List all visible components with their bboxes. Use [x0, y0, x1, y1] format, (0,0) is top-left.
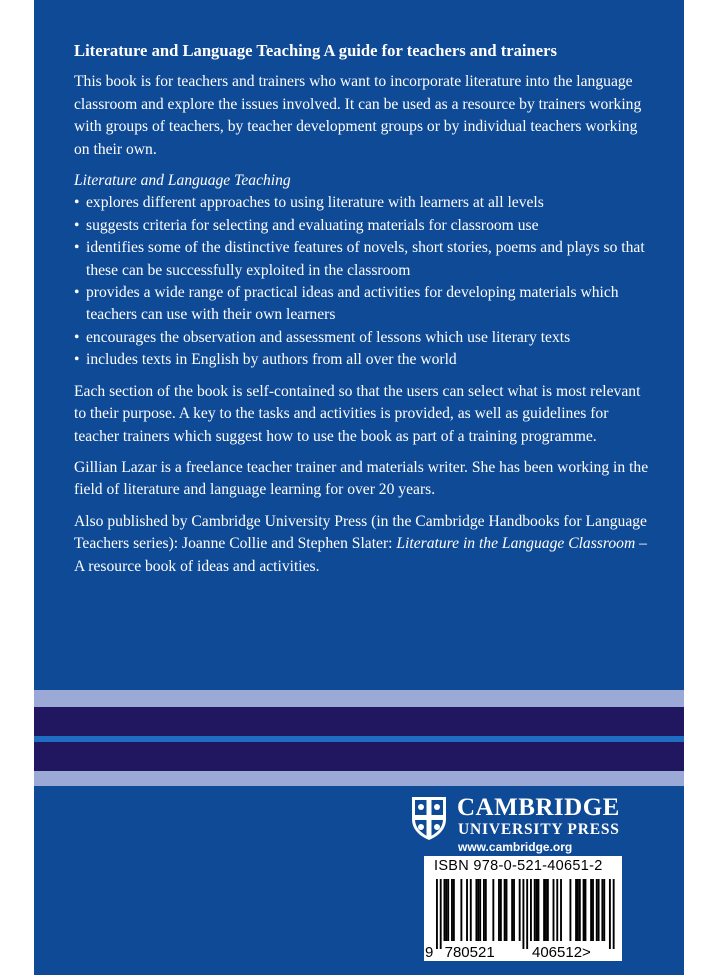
feature-list — [74, 192, 654, 371]
publisher-block — [410, 795, 650, 855]
barcode-bar — [545, 879, 547, 941]
barcode-bar — [592, 879, 594, 941]
barcode-digits: 9 — [425, 944, 434, 961]
barcode-bar — [590, 879, 592, 941]
also-published-paragraph — [74, 511, 654, 578]
book-title: Literature and Language Teaching A guide for teachers and trainers — [74, 41, 557, 60]
barcode-bar — [498, 879, 500, 941]
barcode-bar — [466, 879, 468, 941]
publisher-website: www.cambridge.org — [458, 840, 573, 854]
features-heading: Literature and Language Teaching — [74, 172, 291, 190]
barcode-bar — [511, 879, 513, 941]
barcode — [424, 877, 622, 961]
stripe-dark-top — [34, 707, 684, 736]
publisher-subname: UNIVERSITY PRESS — [458, 821, 620, 838]
barcode-bar — [609, 879, 611, 949]
feature-item: • provides a wide range of practical ideas and activities for developing materials which teachers can use with their own learners — [74, 282, 654, 327]
barcode-bar — [475, 879, 477, 941]
blurb — [74, 40, 654, 578]
barcode-digits: 406512> — [532, 944, 591, 961]
stripe-light-bottom — [34, 771, 684, 786]
barcode-bar — [440, 879, 442, 949]
barcode-bar — [583, 879, 585, 941]
barcode-bar — [601, 879, 603, 941]
barcode-bar — [447, 879, 449, 941]
also-published-prefix: Also published by Cambridge University Press (in the Cambridge Handbooks for Language Teachers series): Joanne Collie and Stephen Slater: — [74, 512, 647, 553]
barcode-bar — [530, 879, 532, 941]
barcode-bar — [536, 879, 538, 941]
barcode-bar — [543, 879, 545, 941]
back-cover — [34, 0, 684, 975]
barcode-digits: 780521 — [444, 944, 495, 961]
feature-item: • explores different approaches to using literature with learners at all levels — [74, 192, 654, 214]
publisher-name: CAMBRIDGE — [457, 794, 620, 821]
isbn-text: ISBN 978-0-521-40651-2 — [434, 858, 603, 874]
barcode-bar — [436, 879, 438, 949]
feature-item: • suggests criteria for selecting and evaluating materials for classroom use — [74, 215, 654, 237]
barcode-bar — [444, 879, 446, 941]
barcode-bar — [504, 879, 506, 941]
barcode-bar — [575, 879, 577, 941]
barcode-bar — [479, 879, 481, 941]
stripe-dark-bottom — [34, 742, 684, 771]
also-published-suffix: – A resource book of ideas and activities. — [74, 535, 647, 575]
barcode-bar — [451, 879, 453, 941]
barcode-bar — [598, 879, 600, 941]
barcode-bar — [492, 879, 494, 941]
barcode-bar — [585, 879, 587, 941]
barcode-bar — [556, 879, 558, 941]
barcode-bar — [538, 879, 540, 941]
barcode-bar — [577, 879, 579, 941]
barcode-bar — [500, 879, 502, 941]
barcode-bar — [569, 879, 571, 941]
barcode-bar — [506, 879, 508, 941]
feature-item: • encourages the observation and assessment of lessons which use literary texts — [74, 327, 654, 349]
barcode-bar — [613, 879, 615, 949]
intro-paragraph: This book is for teachers and trainers who want to incorporate literature into the language classroom and explore the issues involved. It can be used as a resource by trainers working with groups of teachers, by teacher development groups or by individual teachers working on their own. — [74, 73, 642, 158]
barcode-bar — [579, 879, 581, 941]
barcode-bar — [534, 879, 536, 941]
barcode-bar — [519, 879, 521, 941]
barcode-bar — [547, 879, 549, 941]
also-published-book-title: Literature in the Language Classroom — [396, 535, 636, 553]
barcode-bar — [560, 879, 562, 941]
barcode-bar — [483, 879, 485, 941]
author-paragraph: Gillian Lazar is a freelance teacher trainer and materials writer. She has been working in the field of literature and language learning for over 20 years. — [74, 458, 649, 499]
stripe-light-top — [34, 690, 684, 707]
structure-paragraph: Each section of the book is self-contained so that the users can select what is most relevant to their purpose. A key to the tasks and activities is provided, as well as guidelines for teacher trainers which suggest how to use the book as part of a training programme. — [74, 382, 641, 445]
barcode-bar — [453, 879, 455, 941]
feature-item: • identifies some of the distinctive features of novels, short stories, poems and plays so that these can be successfully exploited in the classroom — [74, 237, 654, 282]
feature-item: • includes texts in English by authors from all over the world — [74, 349, 654, 371]
barcode-bar — [485, 879, 487, 941]
barcode-bar — [470, 879, 472, 941]
barcode-bar — [460, 879, 462, 941]
crest-shield-icon — [410, 795, 448, 841]
barcode-bar — [477, 879, 479, 941]
barcode-bar — [603, 879, 605, 941]
barcode-bar — [513, 879, 515, 941]
barcode-bar — [445, 879, 447, 941]
barcode-bar — [553, 879, 555, 941]
barcode-bar — [522, 879, 524, 949]
barcode-bar — [526, 879, 528, 949]
barcode-label — [424, 856, 622, 961]
barcode-bar — [596, 879, 598, 941]
